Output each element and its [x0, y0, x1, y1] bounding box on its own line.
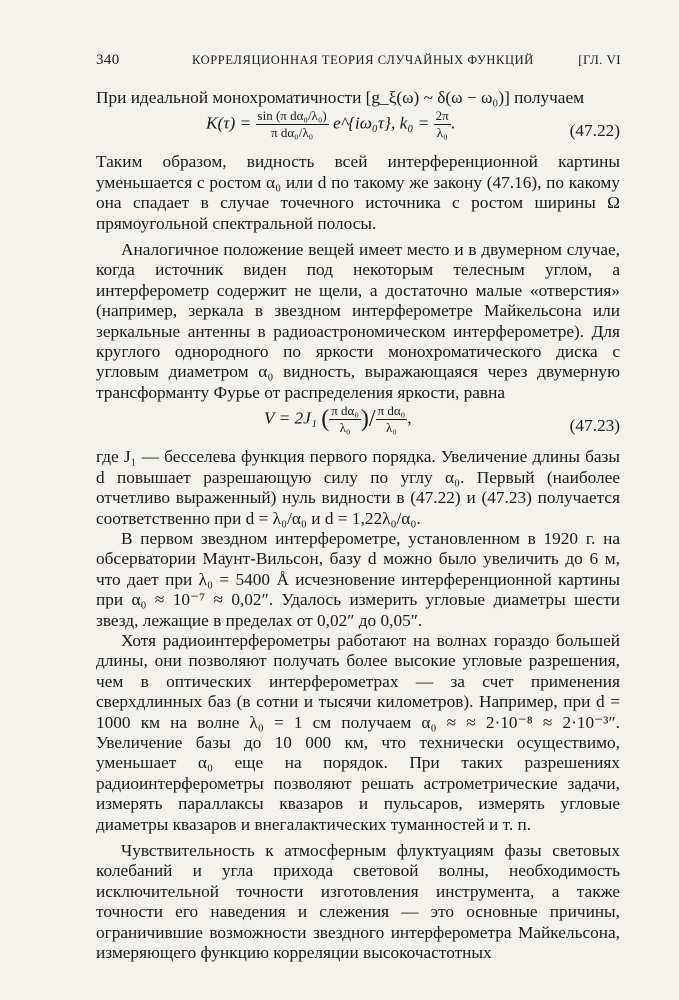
eq2-numerator-a: π dα₀ [331, 403, 359, 419]
paragraph-4: где J₁ — бесселева функция первого порядка. Увеличение длины базы d повышает разрешающую силу по углу α₀. Первый (наиболее отчетливо выраженный) нуль видности в (47.22) и (47.23) получается соответственно при d = λ₀/α₀ и d = 1,22λ₀/α₀. [96, 447, 620, 528]
eq1-tail: e^{iω₀τ}, k₀ = [333, 113, 430, 133]
eq2-lhs: V = 2J₁ [264, 408, 317, 428]
running-title: КОРРЕЛЯЦИОННАЯ ТЕОРИЯ СЛУЧАЙНЫХ ФУНКЦИЙ [192, 53, 534, 67]
page-header [96, 52, 621, 72]
paragraph-5: В первом звездном интерферометре, установленном в 1920 г. на обсерватории Маунт-Вильсон, базу d можно было увеличить до 6 м, что дает при λ₀ = 5400 Å исчезновение интерференционной картины при α₀ ≈ 10⁻⁷ ≈ 0,02″. Удалось измерить угловые диаметры шести звезд, лежащие в пределах от 0,02″ до 0,05″. [96, 528, 620, 630]
page-number: 340 [96, 52, 120, 68]
chapter-label: [ГЛ. VI [578, 52, 621, 67]
eq1-k-denominator: λ₀ [436, 125, 448, 141]
eq2-fraction-a [329, 403, 361, 436]
equation-number-47-22: (47.22) [569, 121, 620, 141]
eq1-denominator: π dα₀/λ₀ [271, 125, 314, 141]
paragraph-1: При идеальной монохроматичности [g_ξ(ω) ~ δ(ω − ω₀)] получаем [96, 88, 585, 107]
eq1-fraction [256, 108, 329, 141]
equation-47-23: V = 2J₁ ( $\frac{\text{π dα₀}}{\text{λ₀}}$ )/ $\frac{\text{π dα₀}}{\text{λ₀}}$ , (47.23) [264, 403, 620, 436]
paragraph-6: Хотя радиоинтерферометры работают на волнах гораздо большей длины, они позволяют получать более высокие угловые разрешения, чем в оптических интерферометрах — за счет применения сверхдлинных баз (в сотни и тысячи километров). Например, при d = 1000 км на волне λ₀ = 1 см получаем α₀ ≈ ≈ 2·10⁻⁸ ≈ 2·10⁻³″. Увеличение базы до 10 000 км, что технически осуществимо, уменьшает α₀ еще на порядок. При таких разрешениях радиоинтерферометры позволяют решать астрометрические задачи, измерять параллаксы квазаров и пульсаров, измерять угловые диаметры квазаров и внегалактических туманностей и т. п. [96, 630, 620, 834]
paragraph-7: Чувствительность к атмосферным флуктуациям фазы световых колебаний и угла прихода световой волны, необходимость исключительной точности изготовления инструмента, а также точности его наведения и слежения — это основные причины, ограничившие возможности звездного интерферометра Майкельсона, измеряющего функцию корреляции высокочастотных [96, 841, 620, 963]
eq2-denominator-a: λ₀ [339, 420, 351, 436]
eq1-numerator: sin (π dα₀/λ₀) [257, 108, 327, 124]
eq2-fraction-b [376, 403, 408, 436]
equation-number-47-23: (47.23) [569, 416, 620, 436]
page-body [96, 88, 620, 963]
eq1-k-numerator: 2π [435, 108, 449, 124]
paragraph-2: Таким образом, видность всей интерференционной картины уменьшается с ростом α₀ или d по такому же закону (47.16), по какому она спадает в случае точечного источника с ростом ширины Ω прямоугольной спектральной полосы. [96, 152, 620, 233]
equation-47-22: K(τ) = $\frac{\text{sin (π dα₀/λ₀)}}{\text{π dα₀/λ₀}}$ e^{iω₀τ}, k₀ = $\frac{2\pi}{\text{λ₀}}$ . (47.22) [206, 108, 620, 141]
eq1-k-fraction [434, 108, 451, 141]
eq1-lhs: K(τ) = [206, 113, 252, 133]
paragraph-3: Аналогичное положение вещей имеет место и в двумерном случае, когда источник виден под некоторым телесным углом, а интерферометр содержит не щели, а достаточно малые «отверстия» (например, зеркала в звездном интерферометре Майкельсона или зеркальные антенны в радиоастрономическом интерферометре). Для круглого однородного по яркости монохроматического диска с угловым диаметром α₀ видность, выражающаяся через двумерную трансформанту Фурье от распределения яркости, равна [96, 240, 620, 402]
eq2-numerator-b: π dα₀ [377, 403, 406, 419]
eq2-denominator-b: λ₀ [385, 420, 397, 436]
